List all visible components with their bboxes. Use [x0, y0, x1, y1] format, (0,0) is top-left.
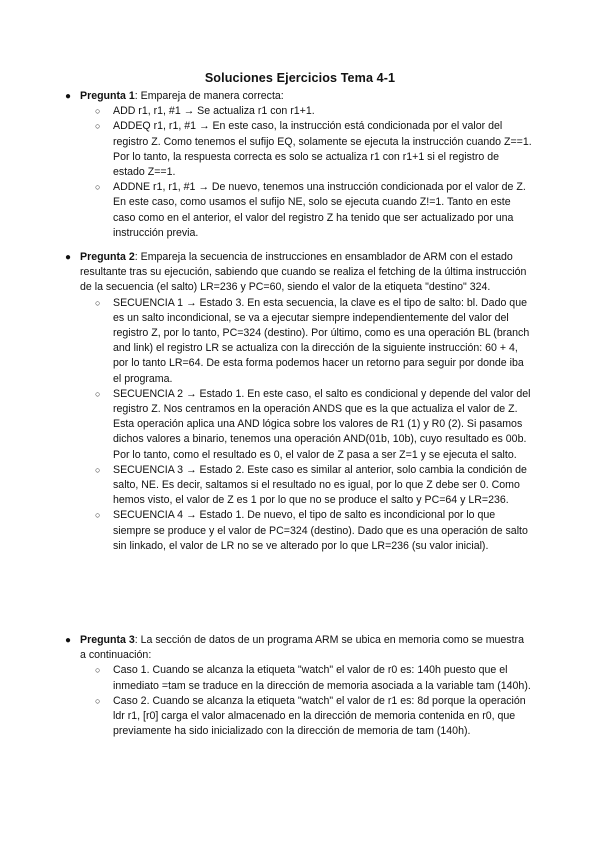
circle-bullet-icon: ○: [95, 106, 101, 117]
question-3-label: Pregunta 3: [80, 634, 135, 646]
circle-bullet-icon: ○: [95, 297, 101, 308]
circle-bullet-icon: ○: [95, 510, 101, 521]
question-3: [65, 633, 532, 739]
question-2-text: : Empareja la secuencia de instrucciones en ensamblador de ARM con el estado resultante tras su ejecución, sabiendo que cuando se realiza el fetching de la última instrucción de la secuencia (el salto) LR=236 y PC=60, siendo el valor de la etiqueta "destino" 324.: [80, 251, 527, 294]
list-item: ○ SECUENCIA 3 → Estado 2. Este caso es similar al anterior, solo cambia la condición de salto, NE. Es decir, saltamos si el resultado no es igual, por lo que Z debe ser 0. Como hemos visto, el valor de Z es 1 por lo que no se produce el salto y PC=64 y LR=236.: [95, 463, 527, 507]
circle-bullet-icon: ○: [95, 695, 101, 706]
list-item: ○ SECUENCIA 1 → Estado 3. En esta secuencia, la clave es el tipo de salto: bl. Dado que es un salto incondicional, se va a ejecutar siempre independientemente del valor del registro Z, por lo tanto, PC=324 (destino). Por último, como es una operación BL (branch and link) el registro LR se actualiza con la dirección de la siguiente instrucción: 60 + 4, por lo tanto LR=64. De esta forma podemos hacer un retorno para seguir por donde iba el programa.: [95, 296, 530, 385]
circle-bullet-icon: ○: [95, 121, 101, 132]
question-3-text: : La sección de datos de un programa ARM se ubica en memoria como se muestra a continuación:: [80, 634, 524, 662]
bullet-icon: ●: [65, 91, 72, 102]
circle-bullet-icon: ○: [95, 665, 101, 676]
document-title: Soluciones Ejercicios Tema 4-1: [204, 71, 396, 85]
question-2: [65, 250, 532, 554]
question-1-label: Pregunta 1: [80, 90, 135, 102]
list-item: ○ SECUENCIA 2 → Estado 1. En este caso, el salto es condicional y depende del valor del registro Z. Nos centramos en la operación ANDS que es la que actualiza el valor de Z. Esta operación aplica una AND lógica sobre los valores de R1 (1) y R0 (2). Si pasamos dichos valores a binario, tenemos una operación AND(01b, 10b), cuyo resultado es 00b. Por lo tanto, como el resultado es 0, el valor de Z pasa a ser Z=1 y se ejecuta el salto.: [95, 387, 531, 461]
list-item: ○ SECUENCIA 4 → Estado 1. De nuevo, el tipo de salto es incondicional por lo que siempre se produce y el valor de PC=324 (destino). Dado que es una operación de salto sin linkado, el valor de LR no se ve alterado por lo que LR=236 (su valor inicial).: [95, 509, 528, 552]
list-item: ○ ADD r1, r1, #1 → Se actualiza r1 con r1+1.: [80, 104, 532, 119]
list-item: ○ Caso 1. Cuando se alcanza la etiqueta "watch" el valor de r0 es: 140h puesto que el inmediato =tam se traduce en la dirección de memoria asociada a la variable tam (140h).: [95, 664, 531, 692]
bullet-icon: ●: [65, 252, 72, 263]
circle-bullet-icon: ○: [95, 182, 101, 193]
list-item: ○ ADDEQ r1, r1, #1 → En este caso, la instrucción está condicionada por el valor del registro Z. Como tenemos el sufijo EQ, solamente se ejecuta la instrucción cuando Z==1. Por lo tanto, la respuesta correcta es solo se actualiza r1 con r1+1 si el registro de estado Z==1.: [95, 120, 532, 179]
question-1: [65, 89, 532, 241]
question-2-label: Pregunta 2: [80, 251, 135, 263]
question-1-text: : Empareja de manera correcta:: [134, 90, 284, 102]
circle-bullet-icon: ○: [95, 388, 101, 399]
list-item: ○ Caso 2. Cuando se alcanza la etiqueta "watch" el valor de r1 es: 8d porque la operación ldr r1, [r0] carga el valor almacenado en la dirección de memoria contenida en r0, que previamente ha sido inicializado con la dirección de memoria de tam (140h).: [95, 694, 526, 738]
list-item: ○ ADDNE r1, r1, #1 → De nuevo, tenemos una instrucción condicionada por el valor de Z. En este caso, como usamos el sufijo NE, solo se ejecuta cuando Z!=1. Tanto en este caso como en el anterior, el valor del registro Z ha tenido que ser actualizado por una instrucción previa.: [95, 181, 526, 239]
bullet-icon: ●: [65, 635, 72, 646]
circle-bullet-icon: ○: [95, 464, 101, 475]
